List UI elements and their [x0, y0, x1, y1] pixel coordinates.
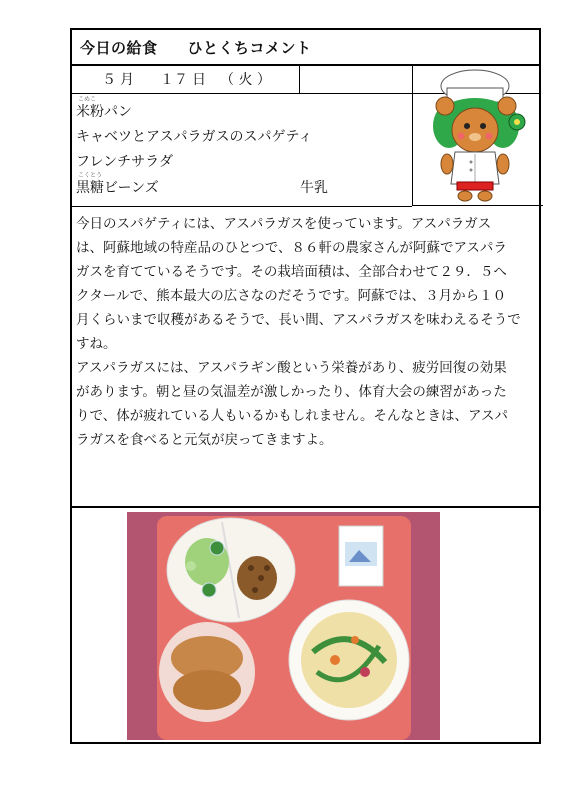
comment-line: ガスを育てているそうです。その栽培面積は、全部合わせて２９．５へ — [76, 264, 507, 280]
date-weekday: （ 火 ） — [220, 71, 271, 88]
comment-line: があります。朝と昼の気温差が激しかったり、体育大会の練習があった — [76, 384, 507, 400]
menu-item-beans: 黒糖ビーンズ — [76, 180, 159, 196]
menu-ruby-0: こめこ — [78, 96, 97, 103]
date-month-unit: 月 — [120, 71, 134, 88]
date-cell — [72, 64, 300, 93]
comment-text — [72, 206, 539, 508]
menu-item-bread: 米粉パン — [76, 104, 132, 120]
mascot-icon — [413, 64, 543, 206]
lunch-photo — [127, 512, 440, 740]
comment-line: 今日のスパゲティには、アスパラガスを使っています。アスパラガス — [76, 216, 492, 232]
comment-line: ラガスを食べると元気が戻ってきますよ。 — [76, 432, 333, 448]
comment-line: クタールで、熊本最大の広さなのだそうです。阿蘇では、３月から１０ — [76, 288, 507, 304]
comment-line: は、阿蘇地域の特産品のひとつで、８６軒の農家さんが阿蘇でアスパラ — [76, 240, 507, 256]
comment-line: アスパラガスには、アスパラギン酸という栄養があり、疲労回復の効果 — [76, 360, 507, 376]
title-row — [72, 30, 539, 66]
lunch-tray-image — [127, 512, 440, 740]
menu-list — [72, 93, 412, 207]
menu-item-spaghetti: キャベツとアスパラガスのスパゲティ — [76, 129, 313, 145]
menu-item-milk: 牛乳 — [300, 180, 328, 196]
comment-line: りで、体が疲れている人もいるかもしれません。そんなときは、アスパ — [76, 408, 508, 424]
menu-item-salad: フレンチサラダ — [76, 154, 173, 170]
page-title: 今日の給食 — [80, 38, 158, 57]
lunch-sheet — [70, 28, 541, 744]
date-day-unit: 日 — [192, 71, 206, 88]
comment-line: 月くらいまで収穫があるそうで、長い間、アスパラガスを味わえるそうで — [76, 312, 521, 328]
date-month: ５ — [102, 71, 116, 88]
page-subtitle: ひとくちコメント — [187, 38, 312, 57]
comment-paragraph-1 — [76, 212, 536, 452]
comment-line: すね。 — [76, 336, 117, 352]
menu-ruby-3: こくとう — [78, 172, 103, 179]
photo-area — [72, 506, 539, 744]
date-day: １７ — [160, 71, 188, 88]
mascot-illustration — [412, 64, 543, 206]
